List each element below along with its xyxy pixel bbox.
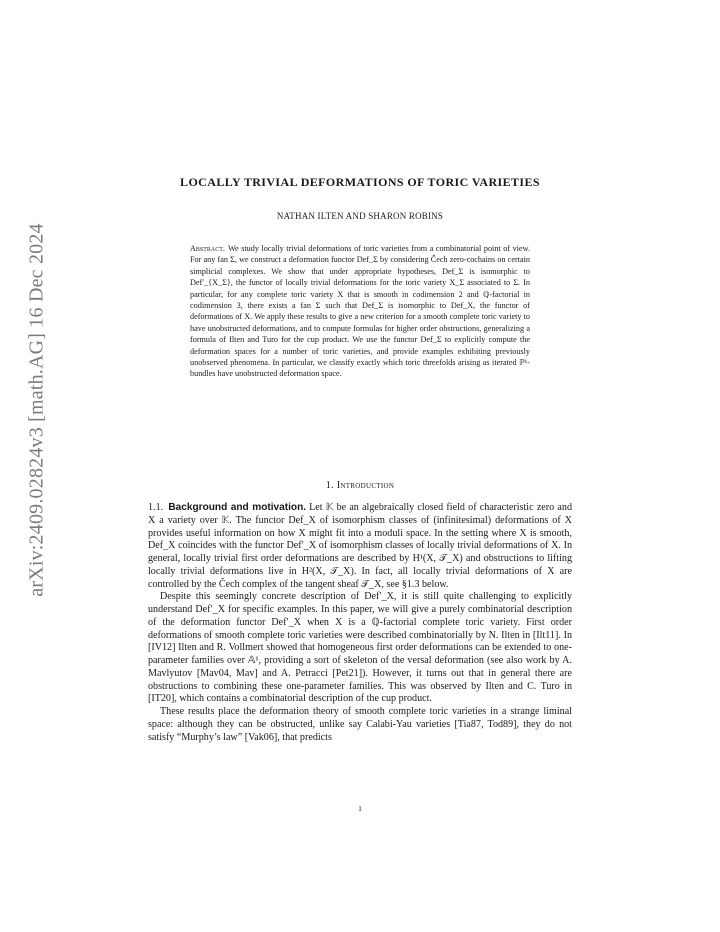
- section-title: Introduction: [336, 480, 395, 491]
- abstract: [190, 243, 530, 380]
- paragraph: [148, 706, 572, 744]
- abstract-label: Abstract.: [190, 244, 225, 253]
- paragraph-text: These results place the deformation theory of smooth complete toric varieties in a strange liminal space: although they can be obstructed, unlike say Calabi-Yau varieties [Tia87, Tod89], they do not satisfy “Murphy’s law” [Vak06], that predicts: [148, 706, 572, 743]
- arxiv-identifier-stamp: [17, 200, 57, 620]
- paragraph-text: Despite this seemingly concrete description of Def′_X, it is still quite challenging to explicitly understand Def′_X for specific examples. In this paper, we will give a purely combinatorial description of the deformation functor Def′_X when X is a ℚ-factorial complete toric variety. First order deformations of smooth complete toric varieties were described combinatorially by N. Ilten in [Ilt11]. In [IV12] Ilten and R. Vollmert showed that homogeneous first order deformations can be extended to one-parameter families over 𝔸¹, providing a sort of skeleton of the versal deformation (see also work by A. Mavlyutov [Mav04, Mav] and A. Petracci [Pet21]). However, it turns out that in general there are obstructions to combining these one-parameter families. This was observed by Ilten and C. Turo in [IT20], which contains a combinatorial description of the cup product.: [148, 591, 572, 705]
- body-text: [148, 502, 572, 744]
- paper-authors: NATHAN ILTEN AND SHARON ROBINS: [276, 211, 444, 221]
- subsection-number: 1.1.: [148, 502, 164, 513]
- paragraph: [148, 591, 572, 706]
- paragraph: [148, 502, 572, 591]
- section-heading: [0, 480, 720, 491]
- paper-title: LOCALLY TRIVIAL DEFORMATIONS OF TORIC VARIETIES: [180, 175, 540, 189]
- page-number: 1: [358, 804, 362, 813]
- paragraph-text: Let 𝕂 be an algebraically closed field of characteristic zero and X a variety over 𝕂. The functor Def_X of isomorphism classes of (infinitesimal) deformations of X provides useful information on how X might fit into a moduli space. In the setting where X is smooth, Def_X coincides with the functor Def′_X of isomorphism classes of locally trivial deformations of X. In general, locally trivial first order deformations are described by H¹(X, 𝒯_X) and obstructions to lifting locally trivial deformations live in H²(X, 𝒯_X). In fact, all locally trivial deformations of X are controlled by the Čech complex of the tangent sheaf 𝒯_X, see §1.3 below.: [148, 502, 572, 590]
- arxiv-identifier: arXiv:2409.02824v3 [math.AG] 16 Dec 2024: [25, 223, 48, 597]
- abstract-text: We study locally trivial deformations of toric varieties from a combinatorial point of view. For any fan Σ, we construct a deformation functor Def_Σ by considering Čech zero-cochains on certain simplicial complexes. We show that under appropriate hypotheses, Def_Σ is isomorphic to Def′_{X_Σ}, the functor of locally trivial deformations for the toric variety X_Σ associated to Σ. In particular, for any complete toric variety X that is smooth in codimension 2 and ℚ-factorial in codimension 3, there exists a fan Σ such that Def_Σ is isomorphic to Def_X, the functor of deformations of X. We apply these results to give a new criterion for a smooth complete toric variety to have unobstructed deformations, and to compute formulas for higher order obstructions, generalizing a formula of Ilten and Turo for the cup product. We use the functor Def_Σ to explicitly compute the deformation spaces for a number of toric varieties, and provide examples exhibiting previously unobserved phenomena. In particular, we classify exactly which toric threefolds arising as iterated ℙ¹-bundles have unobstructed deformation space.: [190, 244, 530, 379]
- subsection-title: Background and motivation.: [168, 502, 307, 513]
- section-number: 1.: [325, 480, 334, 491]
